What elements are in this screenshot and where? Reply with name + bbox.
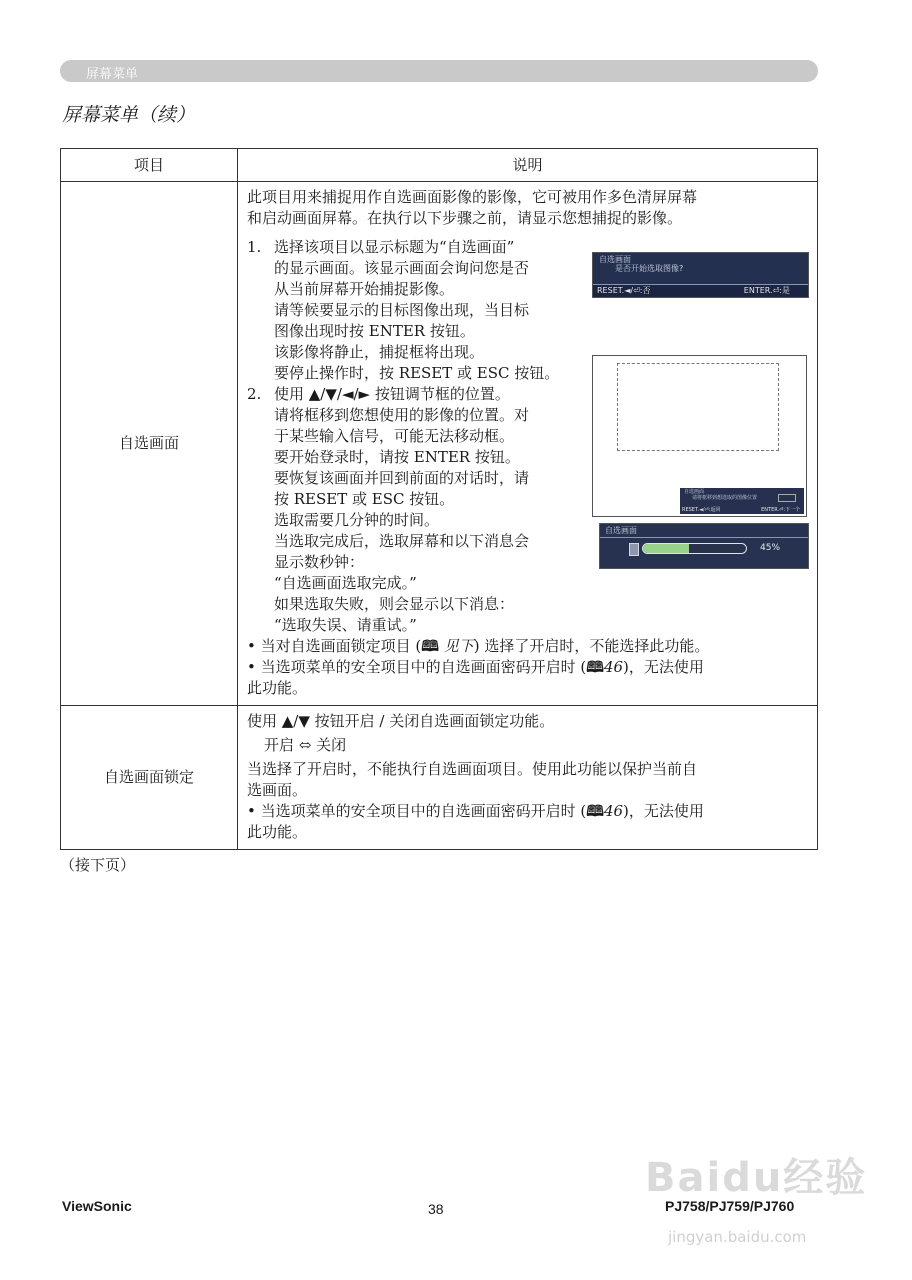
- toggle-options: 开启 ⬄ 关闭: [264, 736, 347, 754]
- mini-dialog-title: 自选画面: [684, 489, 705, 495]
- step-line: 要开始登录时，请按 ENTER 按钮。: [274, 448, 520, 466]
- item-description-my-image: [238, 182, 818, 706]
- capture-frame: [617, 363, 779, 451]
- step-line: 当选取完成后，选取屏幕和以下消息会: [274, 532, 530, 550]
- settings-table: [60, 148, 818, 850]
- item-name-my-image-lock: 自选画面锁定: [61, 706, 238, 850]
- continued-note: （接下页）: [60, 856, 136, 874]
- book-icon: 🕮: [586, 658, 604, 676]
- step-line: 请等候要显示的目标图像出现，当目标: [274, 301, 530, 319]
- watermark-url: jingyan.baidu.com: [668, 1228, 807, 1246]
- mini-dialog-back-hint: RESET.◄/⏎:返回: [682, 507, 721, 513]
- header-bar: [60, 60, 818, 82]
- table-row: [61, 182, 818, 706]
- table-row: [61, 706, 818, 850]
- step-line: 要恢复该画面并回到前面的对话时，请: [274, 469, 530, 487]
- dialog-question: 是否开始选取图像?: [615, 264, 684, 273]
- column-header-description: 说明: [238, 149, 818, 182]
- footer-model: PJ758/PJ759/PJ760: [665, 1198, 795, 1214]
- step-line: “选取失误、请重试。”: [274, 616, 417, 634]
- bullet-note-continued: 此功能。: [247, 679, 308, 697]
- mini-dialog-next-hint: ENTER.⏎:下一个: [761, 507, 800, 513]
- progress-title: 自选画面: [605, 526, 637, 535]
- intro-line: 和启动画面屏幕。在执行以下步骤之前，请显示您想捕捉的影像。: [247, 209, 683, 227]
- step-line: 显示数秒钟：: [274, 553, 365, 571]
- mini-dialog-message: 请将框移到想选取的图像位置: [692, 495, 758, 501]
- step-line: 该影像将静止，捕捉框将出现。: [274, 343, 485, 361]
- table-header-row: [61, 149, 818, 182]
- note-line: 当选择了开启时，不能执行自选画面项目。使用此功能以保护当前自: [247, 760, 698, 778]
- bullet-note: • 当选项菜单的安全项目中的自选画面密码开启时 (🕮46)，无法使用: [247, 802, 704, 820]
- bullet-note-continued: 此功能。: [247, 823, 308, 841]
- step-line: 按 RESET 或 ESC 按钮。: [274, 490, 455, 508]
- dialog-cancel-hint: RESET.◄/⏎:否: [597, 286, 651, 295]
- intro-line: 此项目用来捕捉用作自选画面影像的影像，它可被用作多色清屏屏幕: [247, 188, 698, 206]
- column-header-item: 项目: [61, 149, 238, 182]
- item-name-my-image: 自选画面: [61, 182, 238, 706]
- dialog-title: 自选画面: [599, 255, 631, 264]
- progress-percent: 45%: [760, 543, 781, 553]
- watermark-logo: Baidu经验: [645, 1155, 868, 1201]
- step-line: 使用 ▲/▼/◄/► 按钮调节框的位置。: [274, 385, 510, 403]
- capture-icon: [629, 543, 639, 556]
- step-number: 2.: [247, 385, 262, 403]
- step-line: 选择该项目以显示标题为“自选画面”: [274, 238, 515, 256]
- bullet-note: • 当选项菜单的安全项目中的自选画面密码开启时 (🕮46)，无法使用: [247, 658, 704, 676]
- step-line: 请将框移到您想使用的影像的位置。对: [274, 406, 530, 424]
- bullet-note: • 当对自选画面锁定项目 (🕮 见下) 选择了开启时，不能选择此功能。: [247, 637, 710, 655]
- step-line: 如果选取失败，则会显示以下消息：: [274, 595, 515, 613]
- progress-bar: [642, 543, 747, 554]
- item-description-my-image-lock: [238, 706, 818, 850]
- book-icon: 🕮: [586, 802, 604, 820]
- page-number: 38: [428, 1201, 444, 1217]
- capture-frame-screenshot: [592, 355, 807, 517]
- step-line: 从当前屏幕开始捕捉影像。: [274, 280, 455, 298]
- dialog-ok-hint: ENTER.⏎:是: [743, 286, 790, 295]
- mini-dialog: [680, 488, 804, 514]
- step-line: 图像出现时按 ENTER 按钮。: [274, 322, 475, 340]
- capture-confirm-dialog-screenshot: [592, 252, 809, 298]
- step-line: 的显示画面。该显示画面会询问您是否: [274, 259, 530, 277]
- progress-fill: [643, 544, 689, 553]
- book-icon: 🕮: [421, 637, 439, 655]
- usage-line: 使用 ▲/▼ 按钮开启 / 关闭自选画面锁定功能。: [247, 712, 555, 730]
- step-line: 选取需要几分钟的时间。: [274, 511, 440, 529]
- capture-progress-screenshot: [599, 523, 809, 569]
- step-line: “自选画面选取完成。”: [274, 574, 417, 592]
- header-bar-label: 屏幕菜单: [86, 67, 139, 82]
- step-number: 1.: [247, 238, 262, 256]
- note-line: 选画面。: [247, 781, 308, 799]
- step-line: 于某些输入信号，可能无法移动框。: [274, 427, 515, 445]
- section-title: 屏幕菜单（续）: [62, 104, 196, 126]
- steps: [247, 237, 809, 636]
- step-line: 要停止操作时，按 RESET 或 ESC 按钮。: [274, 364, 560, 382]
- footer-brand: ViewSonic: [62, 1198, 132, 1214]
